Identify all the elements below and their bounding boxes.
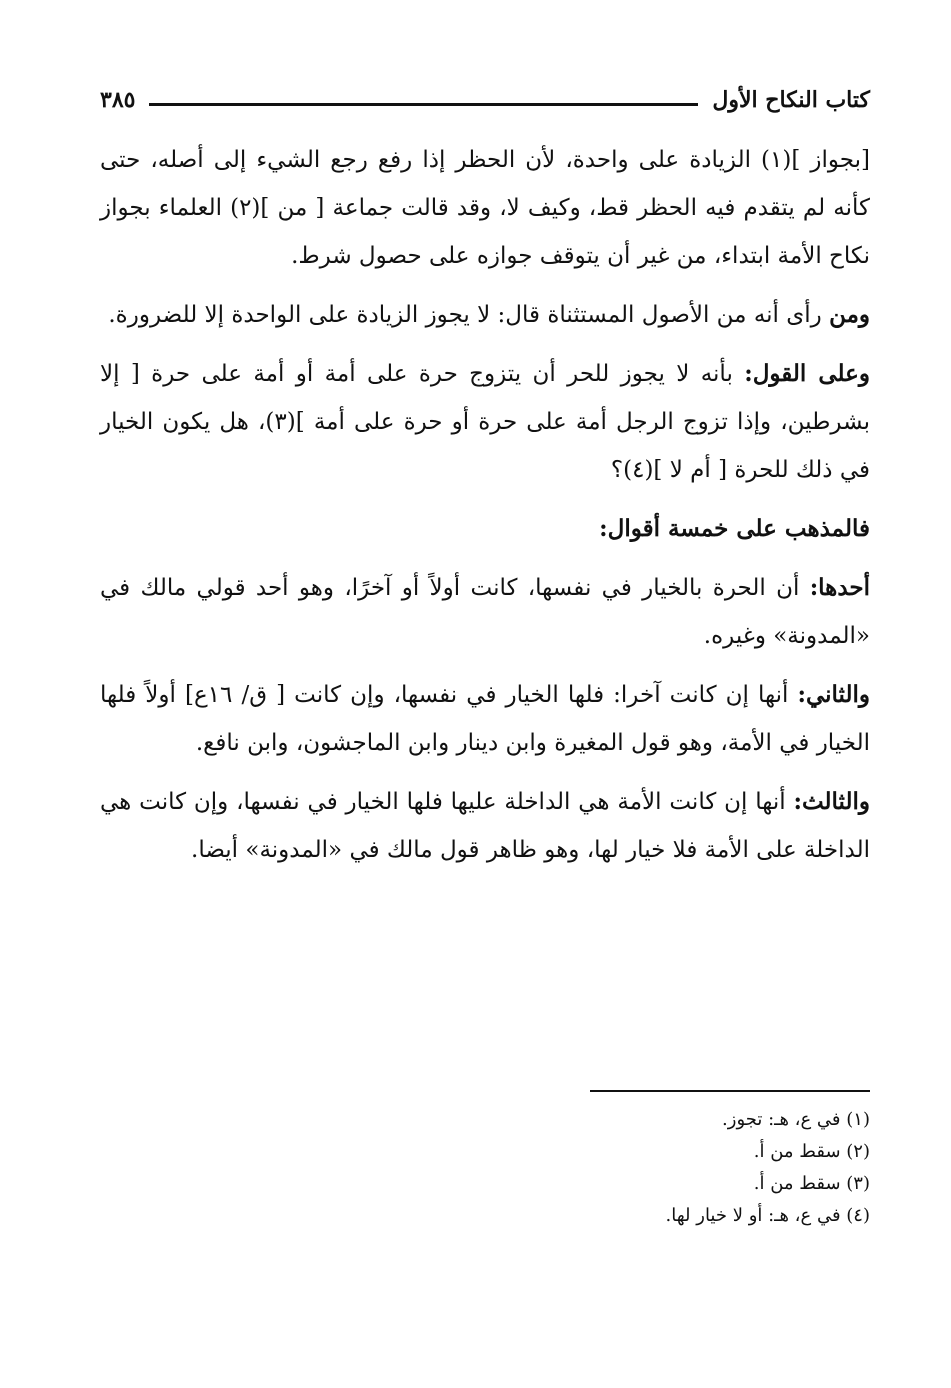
- paragraph-lead: ومن: [829, 301, 870, 328]
- paragraph-text: أن الحرة بالخيار في نفسها، كانت أولاً أو آخرًا، وهو أحد قولي مالك في «المدونة» وغيره.: [100, 575, 870, 649]
- footnote-4: (٤) في ع، هـ: أو لا خيار لها.: [665, 1205, 870, 1226]
- paragraph-7: [100, 778, 870, 874]
- footnote-2: (٢) سقط من أ.: [753, 1141, 870, 1162]
- paragraph-text: بأنه لا يجوز للحر أن يتزوج حرة على أمة أو أمة على حرة [ إلا بشرطين، وإذا تزوج الرجل أمة على حرة أو حرة على أمة ](٣)، هل يكون الخيار في ذلك للحرة [ أم لا ](٤)؟: [100, 361, 870, 483]
- paragraph-lead: وعلى القول:: [744, 360, 870, 387]
- page-number: ٣٨٥: [100, 87, 136, 113]
- paragraph-6: [100, 671, 870, 767]
- footnote-1: (١) في ع، هـ: تجوز.: [722, 1109, 870, 1130]
- running-header: [100, 78, 870, 122]
- paragraph-3: [100, 350, 870, 494]
- paragraph-lead: أحدها:: [809, 574, 870, 601]
- paragraph-text: أنها إن كانت آخرا: فلها الخيار في نفسها، وإن كانت [ ق/ ١٦ع] أولاً فلها الخيار في الأمة، وهو قول المغيرة وابن دينار وابن الماجشون، وابن نافع.: [100, 682, 870, 756]
- paragraph-1: [100, 136, 870, 280]
- paragraph-5: [100, 564, 870, 660]
- paragraph-text: أنها إن كانت الأمة هي الداخلة عليها فلها الخيار في نفسها، وإن كانت هي الداخلة على الأمة فلا خيار لها، وهو ظاهر قول مالك في «المدونة» أيضا.: [100, 789, 870, 863]
- chapter-title: كتاب النكاح الأول: [712, 87, 870, 113]
- section-heading: [100, 505, 870, 553]
- header-rule: [149, 103, 698, 106]
- paragraph-lead: والثالث:: [793, 788, 870, 815]
- paragraph-2: [100, 291, 870, 339]
- book-page: [100, 78, 870, 1318]
- paragraph-text: [بجواز ](١) الزيادة على واحدة، لأن الحظر إذا رفع رجع الشيء إلى أصله، حتى كأنه لم يتقدم فيه الحظر قط، وكيف لا، وقد قالت جماعة [ من ](٢) العلماء بجواز نكاح الأمة ابتداء، من غير أن يتوقف جوازه على حصول شرط.: [100, 147, 871, 269]
- heading-text: فالمذهب على خمسة أقوال:: [599, 515, 870, 542]
- main-text: [100, 136, 870, 874]
- footnotes: [100, 1104, 870, 1232]
- paragraph-lead: والثاني:: [797, 681, 870, 708]
- paragraph-text: رأى أنه من الأصول المستثناة قال: لا يجوز الزيادة على الواحدة إلا للضرورة.: [108, 302, 830, 328]
- footnote-separator: [590, 1090, 870, 1092]
- footnote-3: (٣) سقط من أ.: [753, 1173, 870, 1194]
